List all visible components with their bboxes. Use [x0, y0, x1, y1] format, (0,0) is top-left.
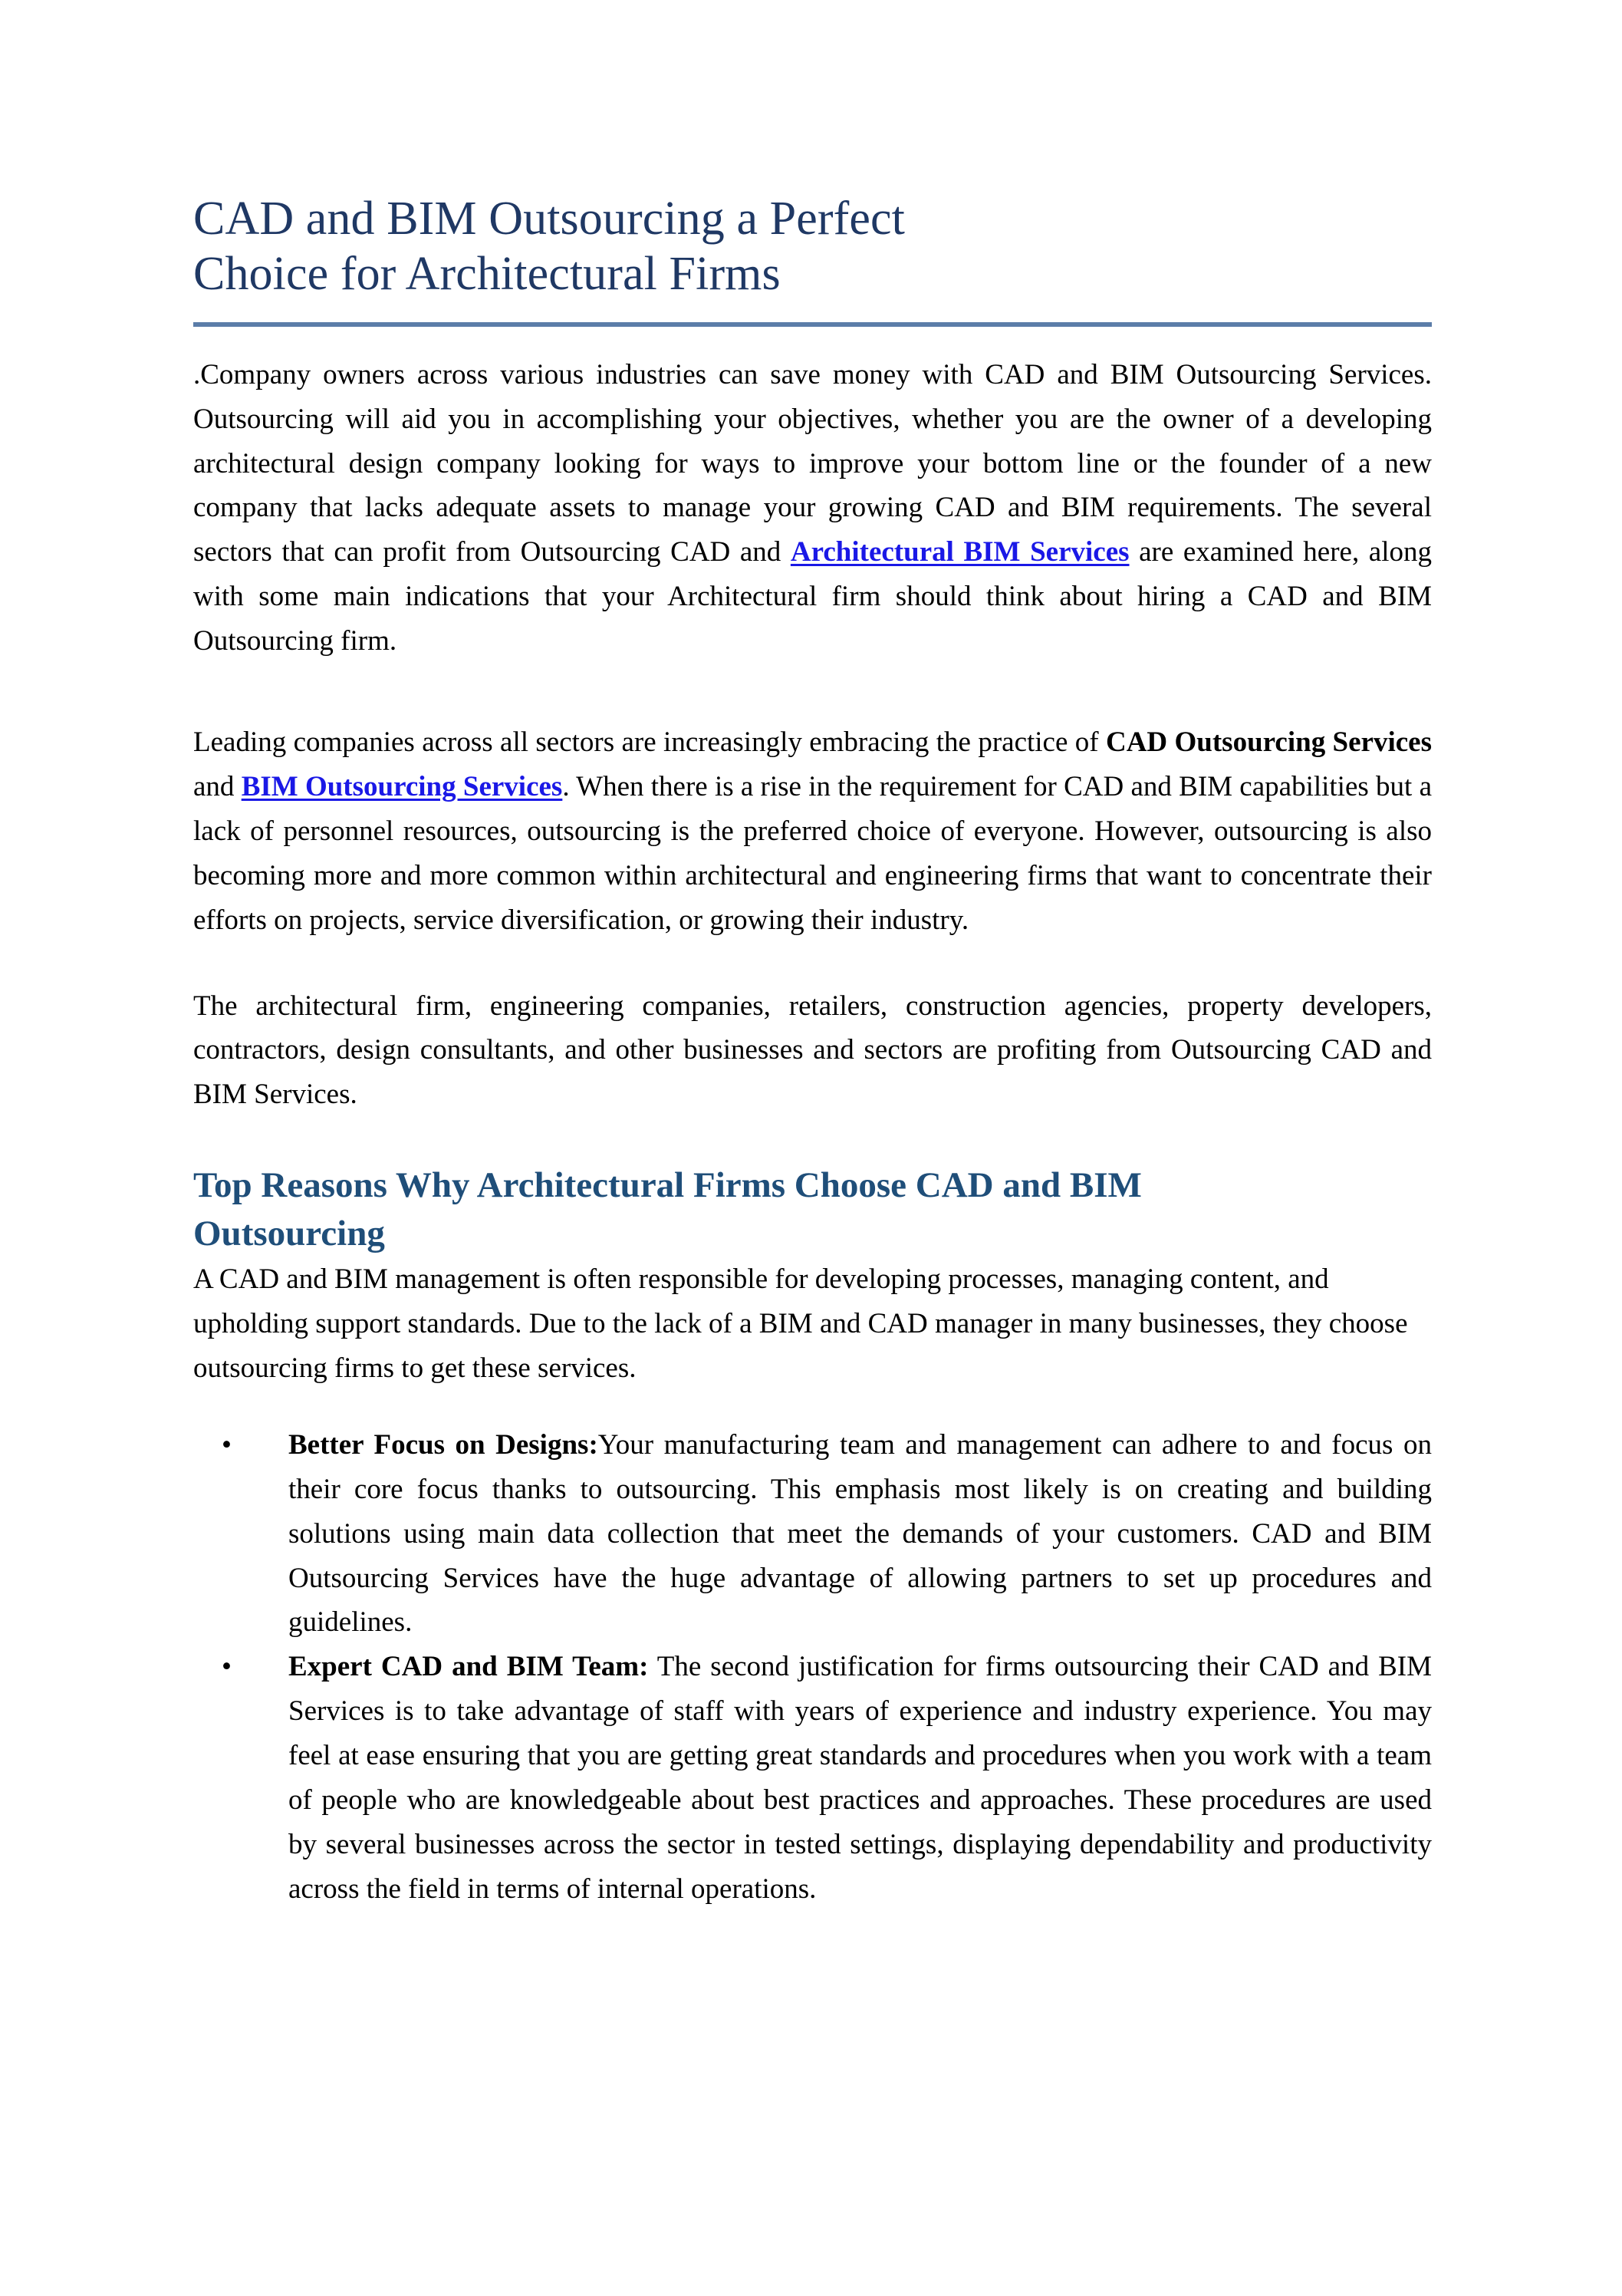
paragraph-management: A CAD and BIM management is often responsible for developing processes, managing content, and upholding support standards. Due to the lack of a BIM and CAD manager in many businesses, they choose outsourcing firms to get these services.	[193, 1263, 1408, 1384]
list-item	[222, 1645, 1432, 1911]
list-item-lead: Expert CAD and BIM Team:	[288, 1651, 649, 1683]
paragraph-intro-text-1: .Company owners across various industries can save money with CAD and BIM Outsourcing Services. Outsourcing will aid you in accomplishing your objectives, whether you are the owner of a developing architectural design company looking for ways to improve your bottom line or the founder of a new company that lacks adequate assets to manage your growing CAD and BIM requirements. The several sectors that can profit from Outsourcing CAD and	[193, 358, 1432, 568]
reasons-bullet-list	[193, 1423, 1432, 1912]
paragraph-leading-text-2: and	[193, 770, 242, 802]
page-title-line-2: Choice for Architectural Firms	[193, 247, 781, 300]
section-heading-line-1: Top Reasons Why Architectural Firms Choose CAD and BIM	[193, 1165, 1142, 1206]
bullet-icon: •	[222, 1651, 232, 1683]
section-heading-top-reasons	[193, 1161, 1432, 1257]
architectural-bim-services-link[interactable]: Architectural BIM Services	[790, 536, 1130, 568]
bullet-icon: •	[222, 1428, 232, 1461]
list-item-body: The second justification for firms outsourcing their CAD and BIM Services is to take advantage of staff with years of experience and industry experience. You may feel at ease ensuring that you are getting great standards and procedures when you work with a team of people who are knowledgeable about best practices and approaches. These procedures are used by several businesses across the sector in tested settings, displaying dependability and productivity across the field in terms of internal operations.	[288, 1651, 1432, 1905]
paragraph-leading-companies	[193, 720, 1432, 942]
paragraph-sectors: The architectural firm, engineering companies, retailers, construction agencies, property developers, contractors, design consultants, and other businesses and sectors are profiting from Outsourcing CAD and BIM Services.	[193, 990, 1432, 1111]
list-item	[222, 1423, 1432, 1645]
cad-outsourcing-services-bold: CAD Outsourcing Services	[1105, 726, 1433, 759]
section-heading-line-2: Outsourcing	[193, 1213, 385, 1253]
page-title-line-1: CAD and BIM Outsourcing a Perfect	[193, 193, 905, 245]
list-item-body: Your manufacturing team and management can adhere to and focus on their core focus thanks to outsourcing. This emphasis most likely is on creating and building solutions using main data collection that meet the demands of your customers. CAD and BIM Outsourcing Services have the huge advantage of allowing partners to set up procedures and guidelines.	[288, 1428, 1432, 1639]
paragraph-leading-text-1: Leading companies across all sectors are increasingly embracing the practice of	[193, 726, 1106, 759]
list-item-lead: Better Focus on Designs:	[288, 1428, 598, 1461]
paragraph-intro	[193, 353, 1432, 664]
paragraph-intro-text-2: are examined here, along with some main indications that your Architectural firm should think about hiring a CAD and BIM Outsourcing firm.	[193, 536, 1432, 657]
document-content	[193, 192, 1432, 1912]
page-title	[193, 192, 1432, 302]
bim-outsourcing-services-link[interactable]: BIM Outsourcing Services	[241, 770, 563, 802]
paragraph-leading-text-3: . When there is a rise in the requirement for CAD and BIM capabilities but a lack of personnel resources, outsourcing is the preferred choice of everyone. However, outsourcing is also becoming more and more common within architectural and engineering firms that want to concentrate their efforts on projects, service diversification, or growing their industry.	[193, 770, 1432, 936]
title-divider	[193, 322, 1432, 327]
